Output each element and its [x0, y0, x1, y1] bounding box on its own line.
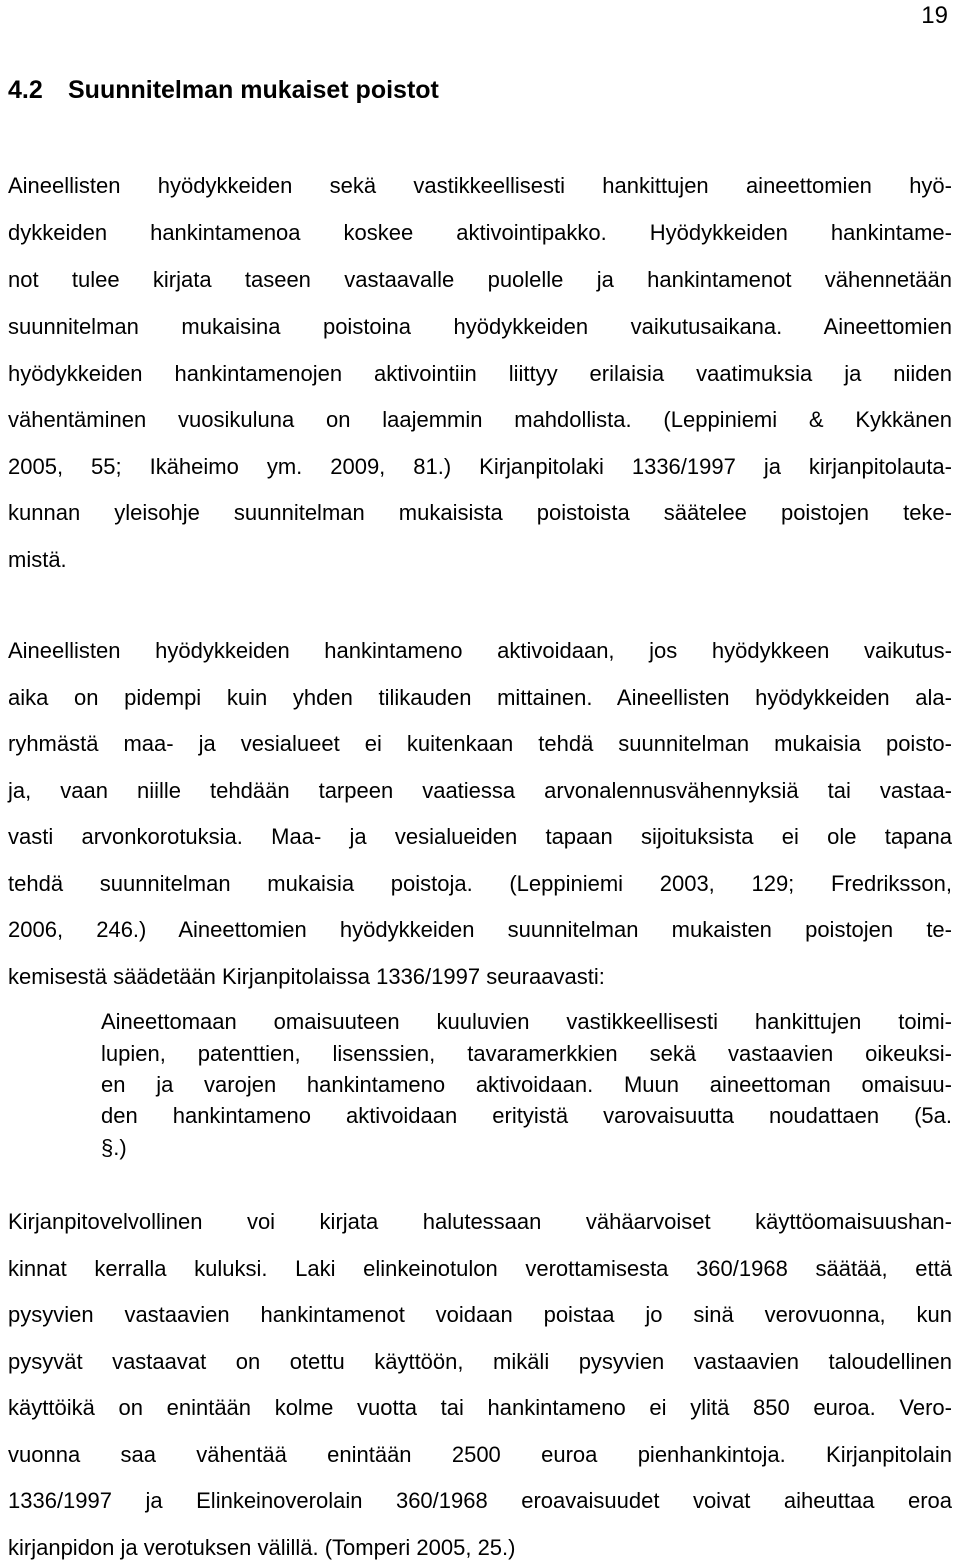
paragraph-line: aika on pidempi kuin yhden tilikauden mittainen. Aineellisten hyödykkeiden ala- [8, 685, 952, 710]
paragraph-line: kinnat kerralla kuluksi. Laki elinkeinotulon verottamisesta 360/1968 säätää, että [8, 1256, 952, 1281]
section-heading [8, 76, 439, 105]
paragraph-line: vuonna saa vähentää enintään 2500 euroa pienhankintoja. Kirjanpitolain [8, 1442, 952, 1467]
paragraph-line: ryhmästä maa- ja vesialueet ei kuitenkaan tehdä suunnitelman mukaisia poisto- [8, 731, 952, 756]
quote-line: Aineettomaan omaisuuteen kuuluvien vastikkeellisesti hankittujen toimi- [101, 1009, 952, 1034]
quote-line: lupien, patenttien, lisenssien, tavaramerkkien sekä vastaavien oikeuksi- [101, 1041, 952, 1066]
paragraph-line: hyödykkeiden hankintamenojen aktivointiin liittyy erilaisia vaatimuksia ja niiden [8, 361, 952, 386]
paragraph-line: vähentäminen vuosikuluna on laajemmin mahdollista. (Leppiniemi & Kykkänen [8, 407, 952, 432]
section-title: Suunnitelman mukaiset poistot [68, 76, 439, 104]
paragraph-line: not tulee kirjata taseen vastaavalle puolelle ja hankintamenot vähennetään [8, 267, 952, 292]
paragraph-line: kemisestä säädetään Kirjanpitolaissa 1336/1997 seuraavasti: [8, 964, 605, 989]
paragraph-line: 2006, 246.) Aineettomien hyödykkeiden suunnitelman mukaisten poistojen te- [8, 917, 952, 942]
paragraph-line: pysyvien vastaavien hankintamenot voidaan poistaa jo sinä verovuonna, kun [8, 1302, 952, 1327]
paragraph-line: mistä. [8, 547, 67, 572]
quote-line: en ja varojen hankintameno aktivoidaan. Muun aineettoman omaisuu- [101, 1072, 952, 1097]
page-number: 19 [921, 2, 948, 29]
quote-line: den hankintameno aktivoidaan erityistä varovaisuutta noudattaen (5a. [101, 1103, 952, 1128]
paragraph-line: Aineellisten hyödykkeiden sekä vastikkeellisesti hankittujen aineettomien hyö- [8, 173, 952, 198]
paragraph-line: 1336/1997 ja Elinkeinoverolain 360/1968 eroavaisuudet voivat aiheuttaa eroa [8, 1488, 952, 1513]
paragraph-line: 2005, 55; Ikäheimo ym. 2009, 81.) Kirjanpitolaki 1336/1997 ja kirjanpitolauta- [8, 454, 952, 479]
paragraph-line: suunnitelman mukaisina poistoina hyödykkeiden vaikutusaikana. Aineettomien [8, 314, 952, 339]
paragraph-line: käyttöikä on enintään kolme vuotta tai hankintameno ei ylitä 850 euroa. Vero- [8, 1395, 952, 1420]
paragraph-line: kunnan yleisohje suunnitelman mukaisista poistoista säätelee poistojen teke- [8, 500, 952, 525]
paragraph-line: tehdä suunnitelman mukaisia poistoja. (Leppiniemi 2003, 129; Fredriksson, [8, 871, 952, 896]
paragraph-line: vasti arvonkorotuksia. Maa- ja vesialueiden tapaan sijoituksista ei ole tapana [8, 824, 952, 849]
section-number: 4.2 [8, 76, 43, 104]
paragraph-line: dykkeiden hankintamenoa koskee aktivointipakko. Hyödykkeiden hankintame- [8, 220, 952, 245]
paragraph-line: pysyvät vastaavat on otettu käyttöön, mikäli pysyvien vastaavien taloudellinen [8, 1349, 952, 1374]
quote-line: §.) [101, 1135, 127, 1160]
paragraph-line: Aineellisten hyödykkeiden hankintameno aktivoidaan, jos hyödykkeen vaikutus- [8, 638, 952, 663]
paragraph-line: Kirjanpitovelvollinen voi kirjata halutessaan vähäarvoiset käyttöomaisuushan- [8, 1209, 952, 1234]
paragraph-line: ja, vaan niille tehdään tarpeen vaatiessa arvonalennusvähennyksiä tai vastaa- [8, 778, 952, 803]
paragraph-line: kirjanpidon ja verotuksen välillä. (Tomperi 2005, 25.) [8, 1535, 516, 1560]
